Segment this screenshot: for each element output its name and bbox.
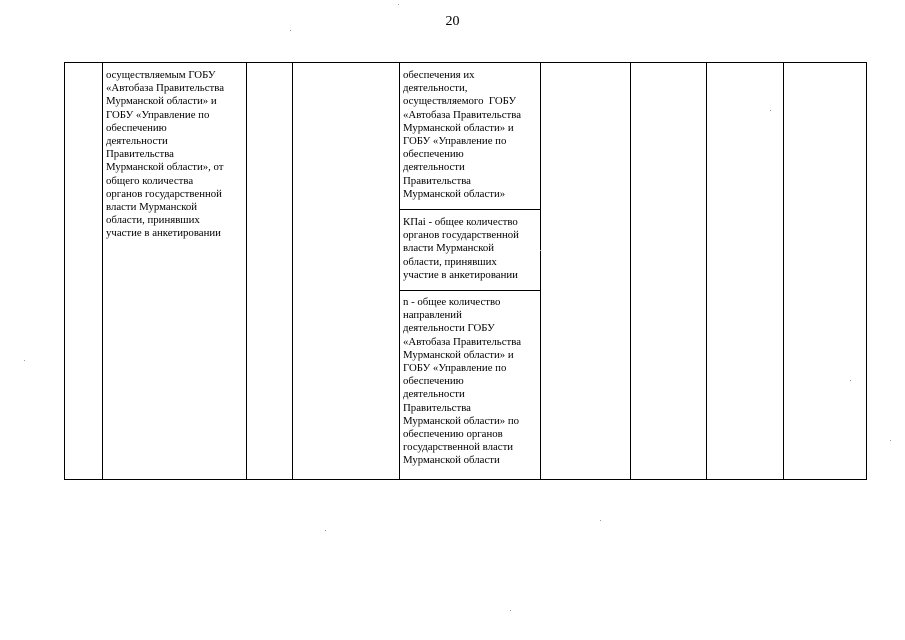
column-divider	[540, 63, 541, 479]
column-divider	[630, 63, 631, 479]
scan-speck	[890, 440, 891, 441]
scan-speck	[850, 380, 851, 381]
column-divider	[246, 63, 247, 479]
cell-divider	[399, 209, 540, 210]
formula-description-cell: обеспечения их деятельности, осуществляемого ГОБУ «Автобаза Правительства Мурманской области» и ГОБУ «Управление по обеспечению деятельности Правительства Мурманской области»	[403, 69, 521, 200]
column-divider	[399, 63, 400, 479]
scan-speck	[290, 30, 291, 31]
scan-speck	[398, 4, 399, 5]
column-divider	[102, 63, 103, 479]
column-divider	[706, 63, 707, 479]
column-divider	[783, 63, 784, 479]
scan-speck	[510, 610, 511, 611]
scan-speck	[770, 110, 771, 111]
scan-speck	[325, 530, 326, 531]
formula-variable-n-cell: n - общее количество направлений деятельности ГОБУ «Автобаза Правительства Мурманской области» и ГОБУ «Управление по обеспечению деятельности Правительства Мурманской области» по обеспечению органов государственной власти Мурманской области	[403, 296, 521, 467]
scan-speck	[600, 520, 601, 521]
document-table	[64, 62, 867, 480]
scan-speck	[540, 250, 541, 251]
page-number: 20	[445, 14, 460, 29]
formula-variable-kpai-cell: КПаi - общее количество органов государственной власти Мурманской области, принявших участие в анкетировании	[403, 216, 519, 281]
cell-divider	[399, 290, 540, 291]
indicator-description-cell: осуществляемым ГОБУ «Автобаза Правительства Мурманской области» и ГОБУ «Управление по обеспечению деятельности Правительства Мурманской области», от общего количества органов государственной власти Мурманской области, принявших участие в анкетировании	[106, 69, 224, 240]
column-divider	[292, 63, 293, 479]
scan-speck	[24, 360, 25, 361]
